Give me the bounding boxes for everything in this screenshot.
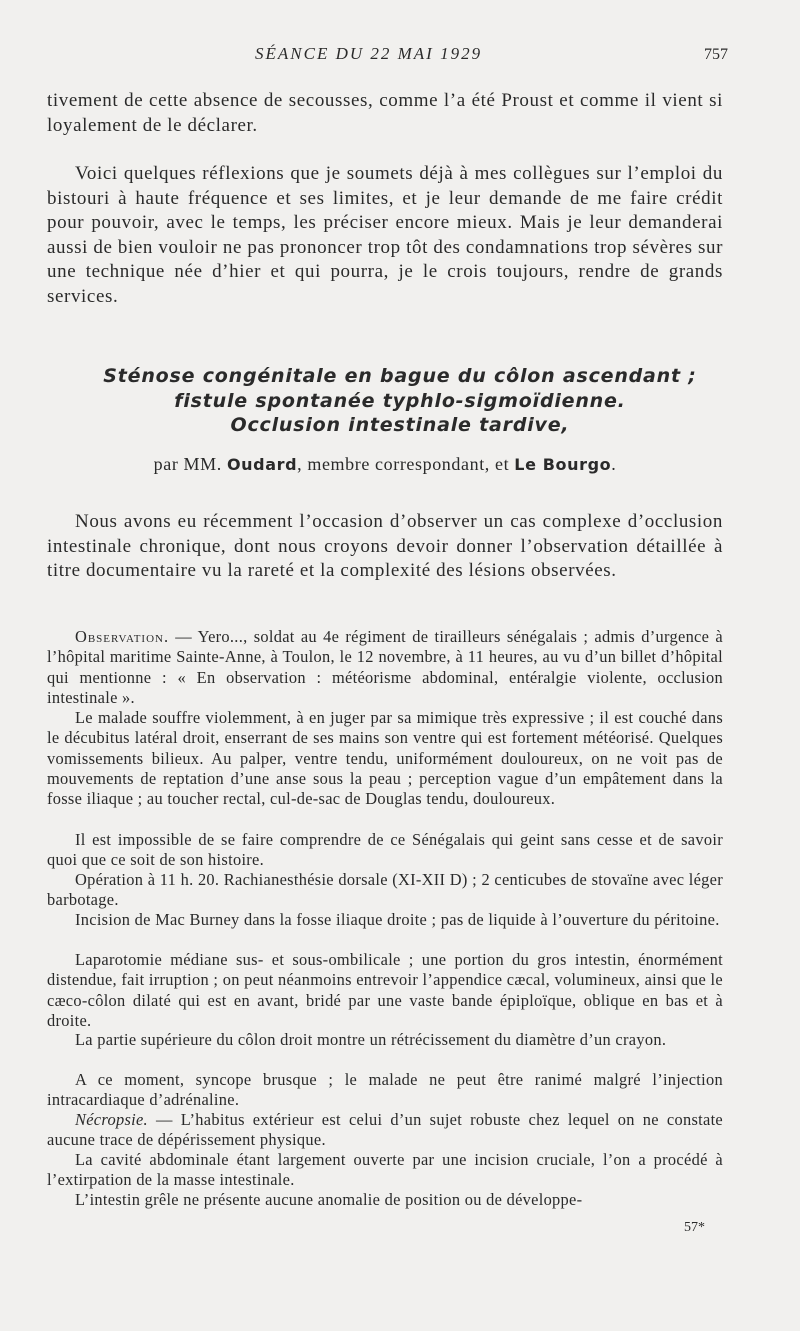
byline-middle: , membre correspondant, et — [297, 454, 510, 474]
observation-first-text: — Yero..., soldat au 4e régiment de tirailleurs sénégalais ; admis d’urgence à l’hôpital maritime Sainte-Anne, à Toulon, le 12 novembre, à 11 heures, au vu d’un billet d’hôpital qui mentionne : « En observation : météorisme abdominal, entéralgie violente, occlusion intestinale ». — [47, 627, 723, 707]
article-title-line: Occlusion intestinale tardive, — [230, 414, 570, 436]
observation-paragraph: L’intestin grêle ne présente aucune anomalie de position ou de développe- — [75, 1190, 583, 1209]
observation-paragraph — [47, 627, 723, 708]
intro-paragraph-continued: tivement de cette absence de secousses, comme l’a été Proust et comme il vient si loyalement de le déclarer. — [47, 90, 723, 136]
article-title-line: fistule spontanée typhlo-sigmoïdienne. — [174, 389, 626, 412]
intro-paragraph: Voici quelques réflexions que je soumets déjà à mes collègues sur l’emploi du bistouri à haute fréquence et ses limites, et je leur demande de me faire crédit pour pouvoir, avec le temps, les préciser encore mieux. Mais je leur demanderai aussi de bien vouloir ne pas prononcer trop tôt des condamnations trop sévères sur une technique née d’hier et qui pourra, je le crois toujours, rendre de grands services. — [47, 163, 723, 307]
observation-paragraph: Laparotomie médiane sus- et sous-ombilicale ; une portion du gros intestin, énormément distendue, fait irruption ; on peut néanmoins entrevoir l’appendice cæcal, volumineux, ainsi que le cæco-côlon dilaté qui est en avant, bridé par une vaste bande épiploïque, oblique en bas et à droite. — [47, 950, 723, 1030]
observation-paragraph: La partie supérieure du côlon droit montre un rétrécissement du diamètre d’un crayon. — [75, 1030, 667, 1049]
lead-paragraph: Nous avons eu récemment l’occasion d’observer un cas complexe d’occlusion intestinale chronique, dont nous croyons devoir donner l’observation détaillée à titre documentaire vu la rareté et la complexité des lésions observées. — [47, 511, 723, 581]
observation-paragraph: Le malade souffre violemment, à en juger par sa mimique très expressive ; il est couché dans le décubitus latéral droit, enserrant de ses mains son ventre qui est fortement météorisé. Quelques vomissements bilieux. Au palper, ventre tendu, uniformément douloureux, on ne voit pas de mouvements de reptation d’une anse sous la peau ; perception vague d’un empâtement dans la fosse iliaque ; au toucher rectal, cul-de-sac de Douglas tendu, douloureux. — [47, 708, 723, 809]
running-head — [0, 44, 800, 68]
observation-label: Observation. — [75, 627, 170, 646]
article-title — [47, 364, 753, 438]
byline — [47, 454, 723, 475]
observation-paragraph: Incision de Mac Burney dans la fosse iliaque droite ; pas de liquide à l’ouverture du péritoine. — [75, 910, 720, 929]
necropsy-label: Nécropsie. — [75, 1110, 148, 1129]
observation-paragraph: Opération à 11 h. 20. Rachianesthésie dorsale (XI-XII D) ; 2 centicubes de stovaïne avec léger barbotage. — [47, 870, 723, 910]
observation-paragraph: Il est impossible de se faire comprendre de ce Sénégalais qui geint sans cesse et de savoir quoi que ce soit de son histoire. — [47, 830, 723, 870]
author-oudard: Oudard — [226, 455, 298, 474]
necropsy-text: — L’habitus extérieur est celui d’un sujet robuste chez lequel on ne constate aucune trace de dépérissement physique. — [47, 1110, 723, 1150]
running-head-title: SÉANCE DU 22 MAI 1929 — [255, 44, 483, 63]
author-le-bourgo: Le Bourgo — [514, 455, 612, 474]
page-number: 757 — [704, 46, 728, 63]
byline-prefix: par MM. — [153, 454, 222, 474]
byline-suffix: . — [611, 454, 617, 474]
observation-paragraph: La cavité abdominale étant largement ouverte par une incision cruciale, l’on a procédé à l’extirpation de la masse intestinale. — [47, 1150, 723, 1190]
article-title-line: Sténose congénitale en bague du côlon ascendant ; — [103, 365, 697, 387]
signature-mark: 57* — [684, 1220, 705, 1235]
necropsy-paragraph — [47, 1110, 723, 1151]
observation-paragraph: A ce moment, syncope brusque ; le malade ne peut être ranimé malgré l’injection intracardiaque d’adrénaline. — [47, 1070, 723, 1110]
